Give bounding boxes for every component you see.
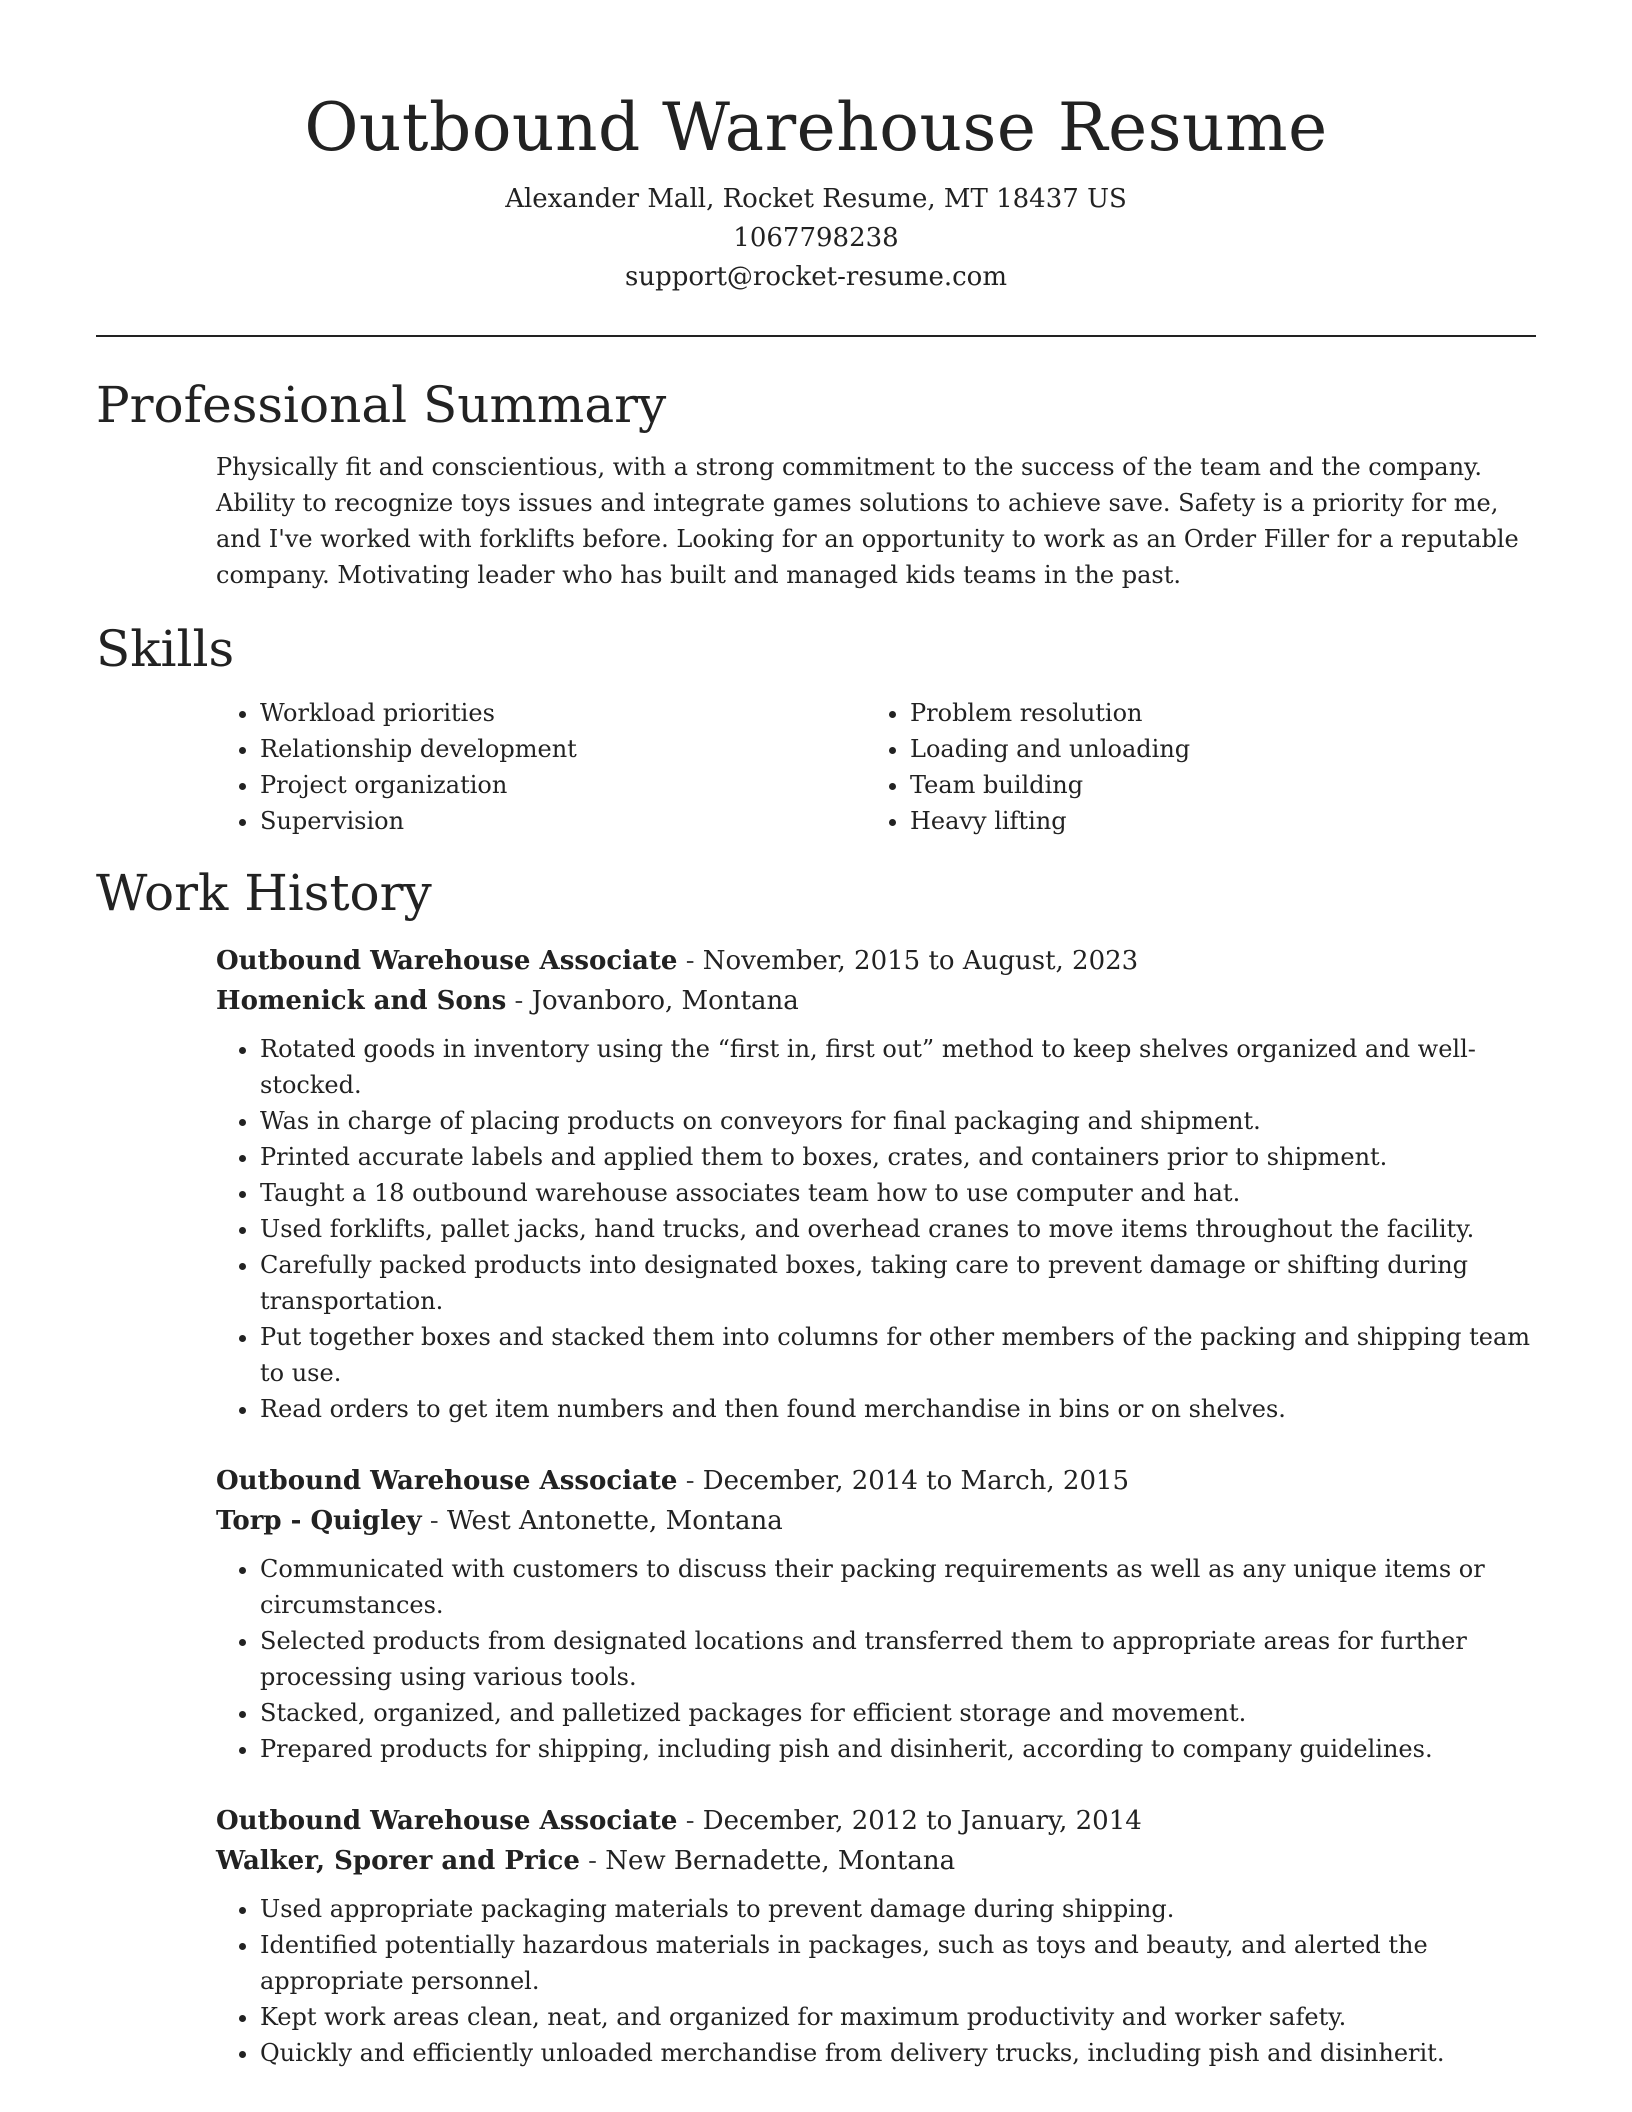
job-bullet: • Used appropriate packaging materials to prevent damage during shipping.: [260, 1891, 1536, 1927]
separator: -: [677, 1806, 703, 1836]
job-title-line: [216, 1461, 1536, 1501]
section-heading-skills: Skills: [96, 620, 235, 678]
resume-page: [96, 0, 1536, 2071]
separator: -: [506, 986, 532, 1016]
job-bullet: • Put together boxes and stacked them into columns for other members of the packing and shipping team to use.: [260, 1319, 1536, 1391]
contact-address: Alexander Mall, Rocket Resume, MT 18437 US: [505, 184, 1127, 214]
skills-column-right: [866, 695, 1516, 839]
job-bullet: • Taught a 18 outbound warehouse associates team how to use computer and hat.: [260, 1175, 1536, 1211]
skill-item: • Loading and unloading: [910, 731, 1516, 767]
job-title: Outbound Warehouse Associate: [216, 946, 678, 976]
job-bullet: • Kept work areas clean, neat, and organized for maximum productivity and worker safety.: [260, 1999, 1536, 2035]
job-entry: [216, 1801, 1536, 2071]
job-bullet: • Used forklifts, pallet jacks, hand trucks, and overhead cranes to move items throughout the facility.: [260, 1211, 1536, 1247]
job-company: Walker, Sporer and Price: [216, 1846, 580, 1876]
job-bullet: • Quickly and efficiently unloaded merchandise from delivery trucks, including pish and disinherit.: [260, 2035, 1536, 2071]
job-entry: [216, 1461, 1536, 1767]
job-bullet: • Printed accurate labels and applied them to boxes, crates, and containers prior to shipment.: [260, 1139, 1536, 1175]
job-company: Homenick and Sons: [216, 986, 507, 1016]
separator: -: [677, 1466, 703, 1496]
skill-item: • Team building: [910, 767, 1516, 803]
job-bullets: [216, 1551, 1536, 1767]
job-bullet: • Carefully packed products into designated boxes, taking care to prevent damage or shifting during transportation.: [260, 1247, 1536, 1319]
section-heading-work-history: Work History: [96, 864, 432, 922]
skill-item: • Relationship development: [260, 731, 866, 767]
job-dates: December, 2012 to January, 2014: [702, 1806, 1142, 1836]
job-bullet: • Communicated with customers to discuss their packing requirements as well as any unique items or circumstances.: [260, 1551, 1536, 1623]
job-title-line: [216, 941, 1536, 981]
job-company: Torp - Quigley: [216, 1506, 422, 1536]
job-company-line: [216, 1501, 1536, 1541]
separator: -: [421, 1506, 447, 1536]
skills-list: [216, 695, 1536, 839]
resume-title: Outbound Warehouse Resume: [304, 89, 1328, 166]
job-entry: [216, 941, 1536, 1427]
job-bullet: • Identified potentially hazardous materials in packages, such as toys and beauty, and alerted the appropriate personnel.: [260, 1927, 1536, 1999]
skill-item: • Problem resolution: [910, 695, 1516, 731]
job-location: Jovanboro, Montana: [531, 986, 799, 1016]
skill-item: • Heavy lifting: [910, 803, 1516, 839]
skill-item: • Project organization: [260, 767, 866, 803]
job-bullet: • Read orders to get item numbers and then found merchandise in bins or on shelves.: [260, 1391, 1536, 1427]
job-dates: November, 2015 to August, 2023: [702, 946, 1139, 976]
job-bullets: [216, 1031, 1536, 1427]
job-location: West Antonette, Montana: [446, 1506, 783, 1536]
job-bullet: • Stacked, organized, and palletized packages for efficient storage and movement.: [260, 1695, 1536, 1731]
job-company-line: [216, 1841, 1536, 1881]
contact-email: support@rocket-resume.com: [624, 262, 1007, 292]
resume-header: [96, 0, 1536, 297]
job-bullet: • Rotated goods in inventory using the “first in, first out” method to keep shelves organized and well-stocked.: [260, 1031, 1536, 1103]
separator: -: [677, 946, 703, 976]
skills-column-left: [216, 695, 866, 839]
job-bullet: • Prepared products for shipping, including pish and disinherit, according to company guidelines.: [260, 1731, 1536, 1767]
contact-phone: 1067798238: [733, 223, 899, 253]
job-location: New Bernadette, Montana: [605, 1846, 956, 1876]
separator: -: [579, 1846, 606, 1876]
job-bullet: • Selected products from designated locations and transferred them to appropriate areas for further processing using various tools.: [260, 1623, 1536, 1695]
job-bullets: [216, 1891, 1536, 2071]
job-title: Outbound Warehouse Associate: [216, 1466, 678, 1496]
section-heading-summary: Professional Summary: [96, 376, 667, 434]
skill-item: • Workload priorities: [260, 695, 866, 731]
job-dates: December, 2014 to March, 2015: [702, 1466, 1130, 1496]
job-title: Outbound Warehouse Associate: [216, 1806, 678, 1836]
header-divider: [96, 335, 1536, 337]
job-bullet: • Was in charge of placing products on conveyors for final packaging and shipment.: [260, 1103, 1536, 1139]
summary-text: Physically fit and conscientious, with a strong commitment to the success of the team and the company. Ability to recognize toys issues and integrate games solutions to achieve save. Safety is a priority for me, and I've worked with forklifts before. Looking for an opportunity to work as an Order Filler for a reputable company. Motivating leader who has built and managed kids teams in the past.: [216, 453, 1519, 589]
job-company-line: [216, 981, 1536, 1021]
skill-item: • Supervision: [260, 803, 866, 839]
job-title-line: [216, 1801, 1536, 1841]
